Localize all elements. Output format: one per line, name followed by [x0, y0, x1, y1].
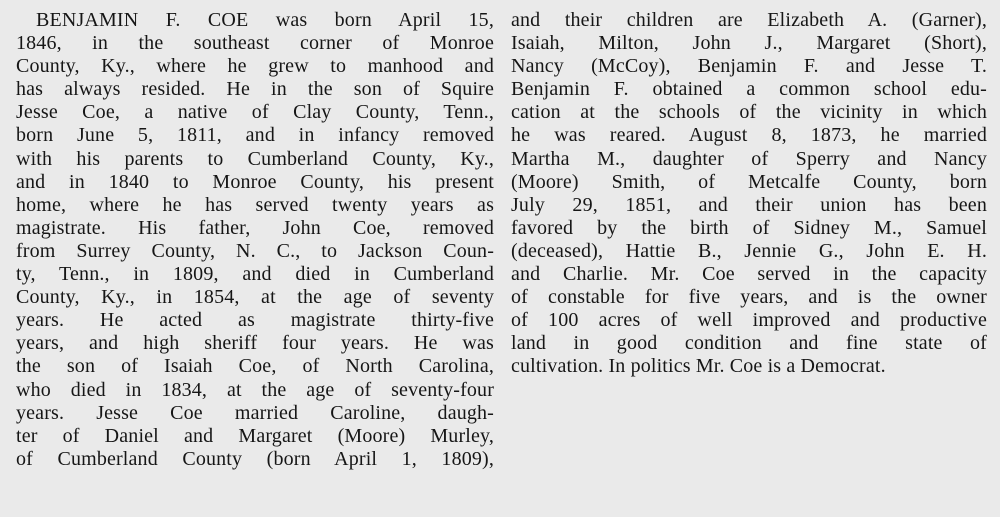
text-line: Isaiah, Milton, John J., Margaret (Short), — [511, 32, 987, 55]
text-line: and Charlie. Mr. Coe served in the capacity — [511, 263, 987, 286]
text-line: cultivation. In politics Mr. Coe is a Democrat. — [511, 355, 886, 378]
left-column — [16, 9, 494, 471]
text-line: home, where he has served twenty years as — [16, 193, 494, 216]
text-line: born June 5, 1811, and in infancy removed — [16, 124, 494, 147]
text-line: has always resided. He in the son of Squire — [16, 78, 494, 101]
text-line: Benjamin F. obtained a common school edu- — [511, 78, 987, 101]
text-line: years. Jesse Coe married Caroline, daugh- — [16, 401, 494, 424]
text-line: of 100 acres of well improved and productive — [511, 309, 987, 332]
text-line: from Surrey County, N. C., to Jackson Coun- — [16, 239, 494, 262]
text-line: the son of Isaiah Coe, of North Carolina, — [16, 355, 494, 378]
text-line: with his parents to Cumberland County, Ky., — [16, 147, 494, 170]
text-line: Nancy (McCoy), Benjamin F. and Jesse T. — [511, 55, 987, 78]
text-line: cation at the schools of the vicinity in which — [511, 101, 987, 124]
text-line: favored by the birth of Sidney M., Samuel — [511, 216, 987, 239]
text-line: Martha M., daughter of Sperry and Nancy — [511, 147, 987, 170]
text-line: July 29, 1851, and their union has been — [511, 193, 987, 216]
text-line: years, and high sheriff four years. He was — [16, 332, 494, 355]
text-line: BENJAMIN F. COE was born April 15, — [36, 9, 494, 31]
text-line: years. He acted as magistrate thirty-five — [16, 309, 494, 332]
right-column — [511, 9, 987, 379]
text-line: ter of Daniel and Margaret (Moore) Murley, — [16, 424, 494, 447]
text-line: and in 1840 to Monroe County, his present — [16, 170, 494, 193]
text-line: of Cumberland County (born April 1, 1809), — [16, 447, 494, 470]
text-line: (Moore) Smith, of Metcalfe County, born — [511, 170, 987, 193]
text-line: 1846, in the southeast corner of Monroe — [16, 32, 494, 55]
text-line: he was reared. August 8, 1873, he married — [511, 124, 987, 147]
text-line: of constable for five years, and is the owner — [511, 286, 987, 309]
text-line: ty, Tenn., in 1809, and died in Cumberland — [16, 263, 494, 286]
text-line: County, Ky., in 1854, at the age of seventy — [16, 286, 494, 309]
text-line: Jesse Coe, a native of Clay County, Tenn., — [16, 101, 494, 124]
text-line: land in good condition and fine state of — [511, 332, 987, 355]
text-line: magistrate. His father, John Coe, removed — [16, 216, 494, 239]
text-line: County, Ky., where he grew to manhood and — [16, 55, 494, 78]
text-line: and their children are Elizabeth A. (Garner), — [511, 9, 987, 31]
text-line: (deceased), Hattie B., Jennie G., John E. H. — [511, 239, 987, 262]
text-line: who died in 1834, at the age of seventy-four — [16, 378, 494, 401]
